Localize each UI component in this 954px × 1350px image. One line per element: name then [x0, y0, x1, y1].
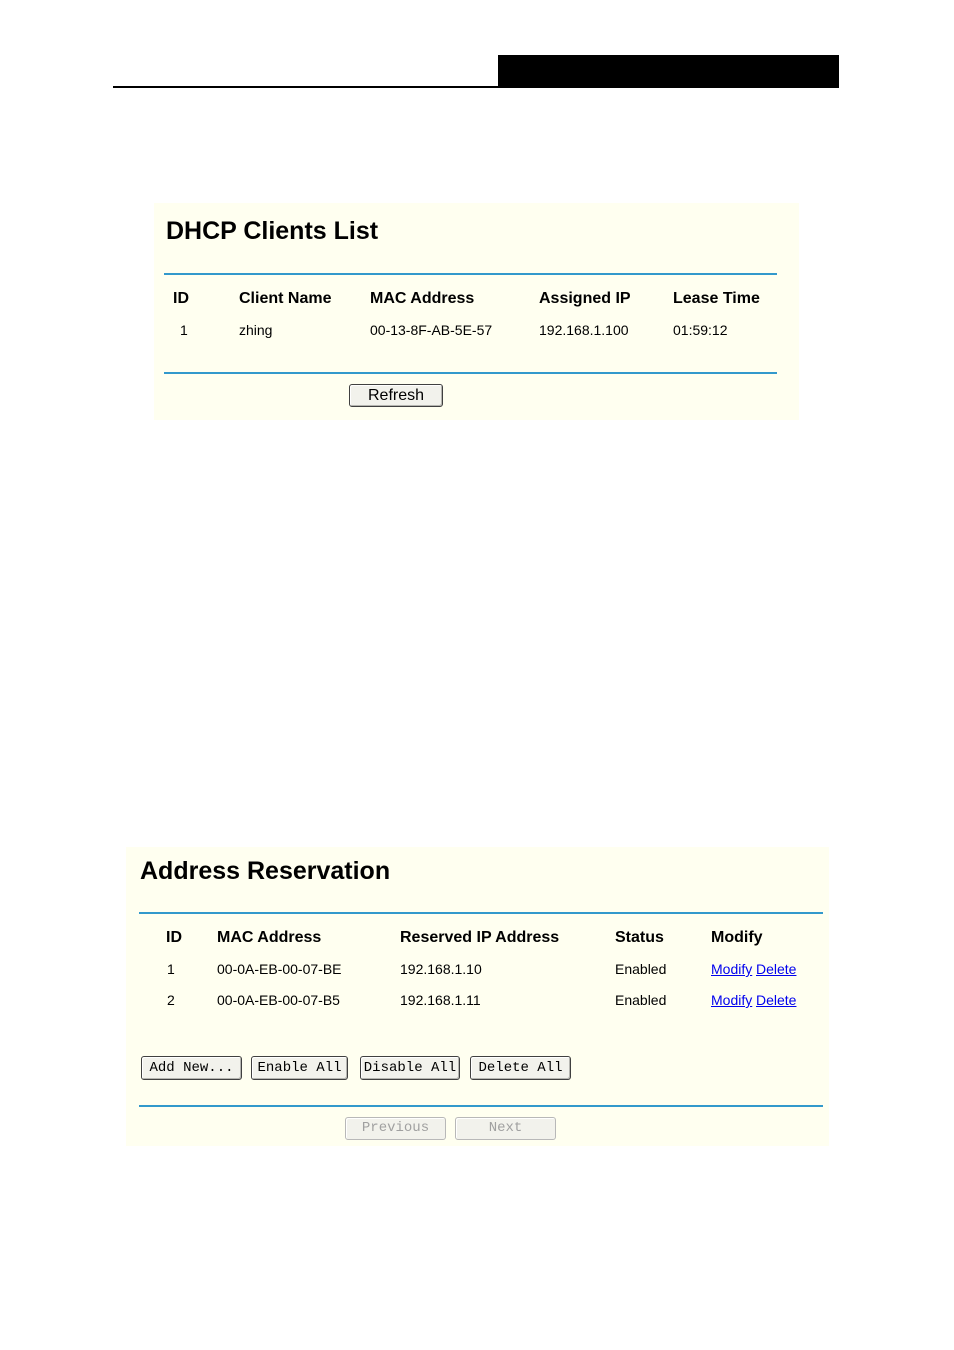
reservation-id: 2 — [167, 992, 175, 1008]
dhcp-top-rule — [164, 273, 777, 275]
reservation-status: Enabled — [615, 961, 667, 977]
col-reserved-ip-header: Reserved IP Address — [400, 929, 560, 946]
delete-link[interactable]: Delete — [756, 992, 797, 1008]
col-lease-time-header: Lease Time — [673, 290, 760, 307]
col-mac-header: MAC Address — [370, 290, 475, 307]
col-id-header: ID — [166, 929, 182, 946]
client-id: 1 — [180, 322, 188, 338]
next-button[interactable]: Next — [455, 1117, 556, 1140]
dhcp-clients-title: DHCP Clients List — [166, 217, 379, 245]
address-reservation-panel — [126, 847, 829, 1146]
client-ip: 192.168.1.100 — [539, 322, 629, 338]
reservation-id: 1 — [167, 961, 175, 977]
client-lease: 01:59:12 — [673, 322, 728, 338]
delete-all-button[interactable]: Delete All — [470, 1056, 571, 1080]
col-assigned-ip-header: Assigned IP — [539, 290, 631, 307]
reservation-status: Enabled — [615, 992, 667, 1008]
previous-button[interactable]: Previous — [345, 1117, 446, 1140]
disable-all-button[interactable]: Disable All — [360, 1056, 460, 1080]
col-modify-header: Modify — [711, 929, 763, 946]
refresh-button[interactable]: Refresh — [349, 384, 443, 407]
dhcp-clients-panel — [154, 203, 799, 420]
col-mac-header: MAC Address — [217, 929, 322, 946]
client-name: zhing — [239, 322, 273, 338]
col-status-header: Status — [615, 929, 664, 946]
reservation-mac: 00-0A-EB-00-07-B5 — [217, 992, 340, 1008]
page-header-rule — [113, 86, 839, 88]
client-mac: 00-13-8F-AB-5E-57 — [370, 322, 493, 338]
add-new-button[interactable]: Add New... — [141, 1056, 242, 1080]
reservation-top-rule — [139, 912, 823, 914]
col-client-name-header: Client Name — [239, 290, 332, 307]
address-reservation-title: Address Reservation — [140, 857, 391, 885]
dhcp-bottom-rule — [164, 372, 777, 374]
page-header-block — [498, 55, 839, 88]
delete-link[interactable]: Delete — [756, 961, 797, 977]
reservation-ip: 192.168.1.10 — [400, 961, 482, 977]
col-id-header: ID — [173, 290, 189, 307]
modify-link[interactable]: Modify — [711, 961, 753, 977]
enable-all-button[interactable]: Enable All — [251, 1056, 348, 1080]
modify-link[interactable]: Modify — [711, 992, 753, 1008]
reservation-bottom-rule — [139, 1105, 823, 1107]
reservation-ip: 192.168.1.11 — [400, 992, 481, 1008]
reservation-mac: 00-0A-EB-00-07-BE — [217, 961, 342, 977]
